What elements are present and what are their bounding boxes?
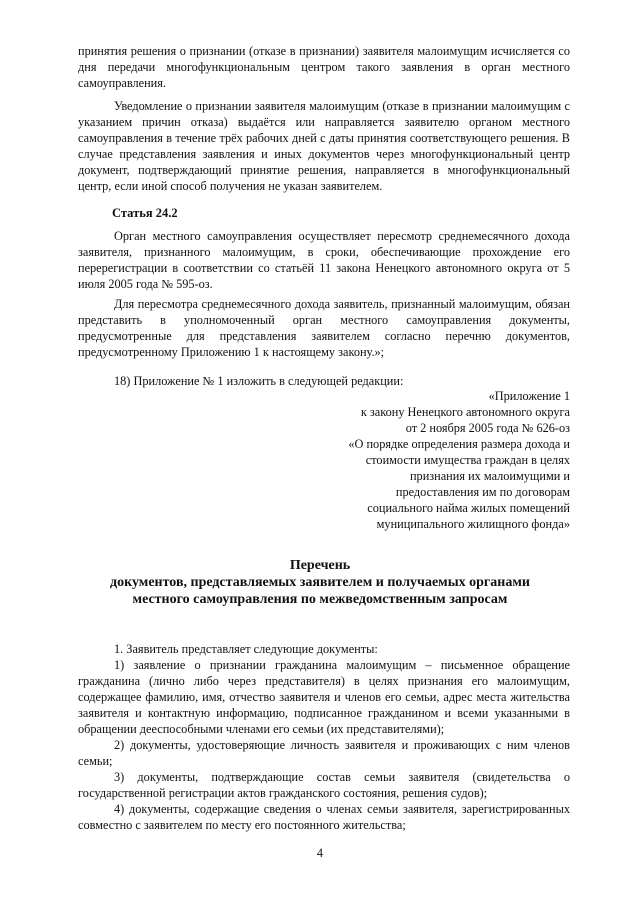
paragraph-text: Орган местного самоуправления осуществляет пересмотр среднемесячного дохода заявителя, признанного малоимущим, в сроки, обеспечивающие прохождение его перерегистрации в соответствии со статьёй 11 закона Ненецкого автономного округа от 5 июля 2005 года № 595-оз.	[78, 229, 570, 291]
appendix-line: «О порядке определения размера дохода и	[348, 437, 570, 451]
paragraph-continuation	[78, 43, 570, 91]
paragraph-article-2	[78, 296, 570, 360]
list-intro: 1. Заявитель представляет следующие документы:	[114, 642, 378, 656]
paragraph-text: 18) Приложение № 1 изложить в следующей редакции:	[114, 374, 404, 388]
appendix-line: предоставления им по договорам	[395, 485, 570, 499]
heading-line: Перечень	[289, 558, 351, 573]
page-number: 4	[316, 846, 324, 860]
list-item: 3) документы, подтверждающие состав семьи заявителя (свидетельства о государственной регистрации актов гражданского состояния, решения судов);	[78, 770, 570, 800]
paragraph-text: принятия решения о признании (отказе в признании) заявителя малоимущим исчисляется со дня передачи многофункциональным центром такого заявления в орган местного самоуправления.	[78, 44, 570, 90]
appendix-header	[270, 388, 570, 532]
heading-line: документов, представляемых заявителем и получаемых органами	[110, 575, 530, 590]
list-item: 4) документы, содержащие сведения о членах семьи заявителя, зарегистрированных совместно с заявителем по месту его постоянного жительства;	[78, 802, 570, 832]
document-list-heading	[60, 557, 580, 608]
paragraph-article-1	[78, 228, 570, 292]
list-item: 1) заявление о признании гражданина малоимущим – письменное обращение гражданина (лично либо через представителя) в целях признания его малоимущим, содержащее фамилию, имя, отчество заявителя и членов его семьи, адрес места жительства заявителя и контактную информацию, подписанное гражданином и всеми указанными в обращении дееспособными членами его семьи (их представителями);	[78, 658, 570, 736]
appendix-line: муниципального жилищного фонда»	[376, 517, 570, 531]
appendix-line: от 2 ноября 2005 года № 626-оз	[405, 421, 570, 435]
appendix-line: признания их малоимущими и	[409, 469, 570, 483]
list-item: 2) документы, удостоверяющие личность заявителя и проживающих с ним членов семьи;	[78, 738, 570, 768]
heading-line: местного самоуправления по межведомственным запросам	[132, 592, 508, 607]
paragraph-item-18	[78, 373, 570, 389]
paragraph-text: Уведомление о признании заявителя малоимущим (отказе в признании малоимущим с указанием причин отказа) выдаётся или направляется заявителю органом местного самоуправления в течение трёх рабочих дней с даты принятия соответствующего решения. В случае представления заявления и иных документов через многофункциональный центр документ, подтверждающий принятие решения, направляется в многофункциональный центр, если иной способ получения не указан заявителем.	[78, 99, 570, 193]
article-title: Статья 24.2	[112, 206, 178, 220]
appendix-line: к закону Ненецкого автономного округа	[360, 405, 570, 419]
appendix-line: «Приложение 1	[488, 389, 570, 403]
appendix-line: социального найма жилых помещений	[367, 501, 570, 515]
paragraph-notice	[78, 98, 570, 194]
paragraph-text: Для пересмотра среднемесячного дохода заявитель, признанный малоимущим, обязан представить в уполномоченный орган местного самоуправления документы, предусмотренные для представления заявителем согласно перечню документов, предусмотренному Приложению 1 к настоящему закону.»;	[78, 297, 570, 359]
document-list	[78, 641, 570, 833]
appendix-line: стоимости имущества граждан в целях	[365, 453, 570, 467]
